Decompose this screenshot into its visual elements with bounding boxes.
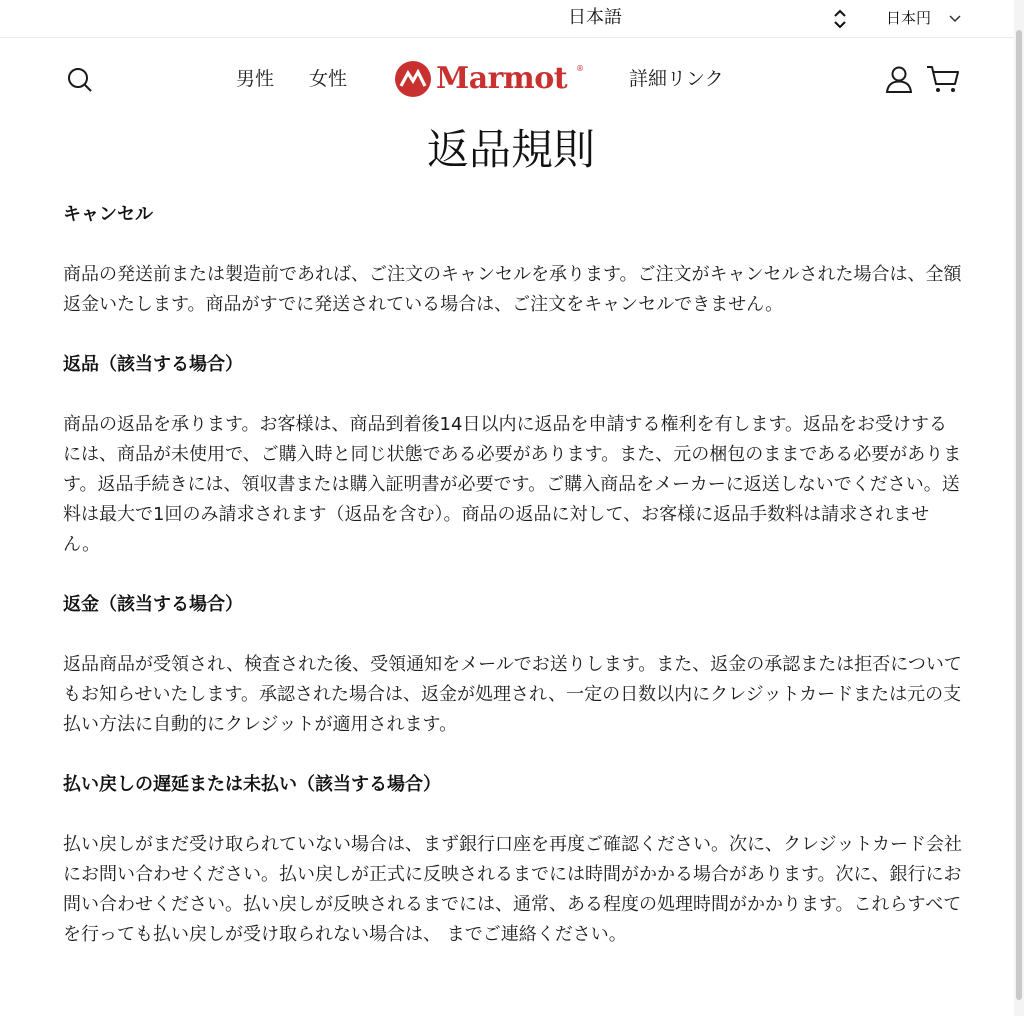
section-returns [63,350,963,560]
page-title: 返品規則 [426,125,595,174]
nav-link-women[interactable]: 女性 [309,68,348,90]
section-late-refunds [63,770,963,950]
updown-chevron-icon [830,8,850,30]
section-heading: 払い戻しの遅延または未払い（該当する場合） [63,774,441,795]
chevron-down-icon [948,11,962,25]
language-select[interactable] [568,6,853,32]
section-body: 払い戻しがまだ受け取られていない場合は、まず銀行口座を再度ご確認ください。次に、クレジットカード会社にお問い合わせください。払い戻しが正式に反映されるまでには時間がかかる場合があります。次に、銀行にお問い合わせください。払い戻しが反映されるまでには、通常、ある程度の処理時間がかかります。これらすべてを行っても払い戻しが受け取られない場合は、 までご連絡ください。 [63,834,963,945]
section-body: 商品の返品を承ります。お客様は、商品到着後14日以内に返品を申請する権利を有します。返品をお受けするには、商品が未使用で、ご購入時と同じ状態である必要があります。また、元の梱包のままである必要があります。返品手続きには、領収書または購入証明書が必要です。ご購入商品をメーカーに返送しないでください。送料は最大で1回のみ請求されます（返品を含む）。商品の返品に対して、お客様に返品手数料は請求されません。 [63,414,962,555]
marmot-logo[interactable] [394,58,586,100]
currency-select[interactable] [886,6,966,32]
section-heading: キャンセル [63,204,153,225]
cart-icon[interactable] [926,64,960,94]
nav-link-details[interactable]: 詳細リンク [629,68,724,90]
section-cancel [63,200,963,320]
language-label: 日本語 [568,7,622,28]
logo-text: Marmot [436,61,568,96]
nav-link-men[interactable]: 男性 [236,68,275,90]
policy-content [63,200,963,950]
section-heading: 返品（該当する場合） [63,354,243,375]
top-bar [0,0,1024,38]
user-icon[interactable] [884,64,914,94]
logo-registered-mark: ® [576,64,584,73]
currency-label: 日本円 [886,9,932,27]
search-icon[interactable] [66,66,94,94]
section-refunds [63,590,963,740]
section-body: 商品の発送前または製造前であれば、ご注文のキャンセルを承ります。ご注文がキャンセルされた場合は、全額返金いたします。商品がすでに発送されている場合は、ご注文をキャンセルできません。 [63,264,962,315]
site-header [0,38,1014,120]
section-body: 返品商品が受領され、検査された後、受領通知をメールでお送りします。また、返金の承認または拒否についてもお知らせいたします。承認された場合は、返金が処理され、一定の日数以内にクレジットカードまたは元の支払い方法に自動的にクレジットが適用されます。 [63,654,962,735]
marmot-mountain-icon [394,60,432,98]
section-heading: 返金（該当する場合） [63,594,243,615]
